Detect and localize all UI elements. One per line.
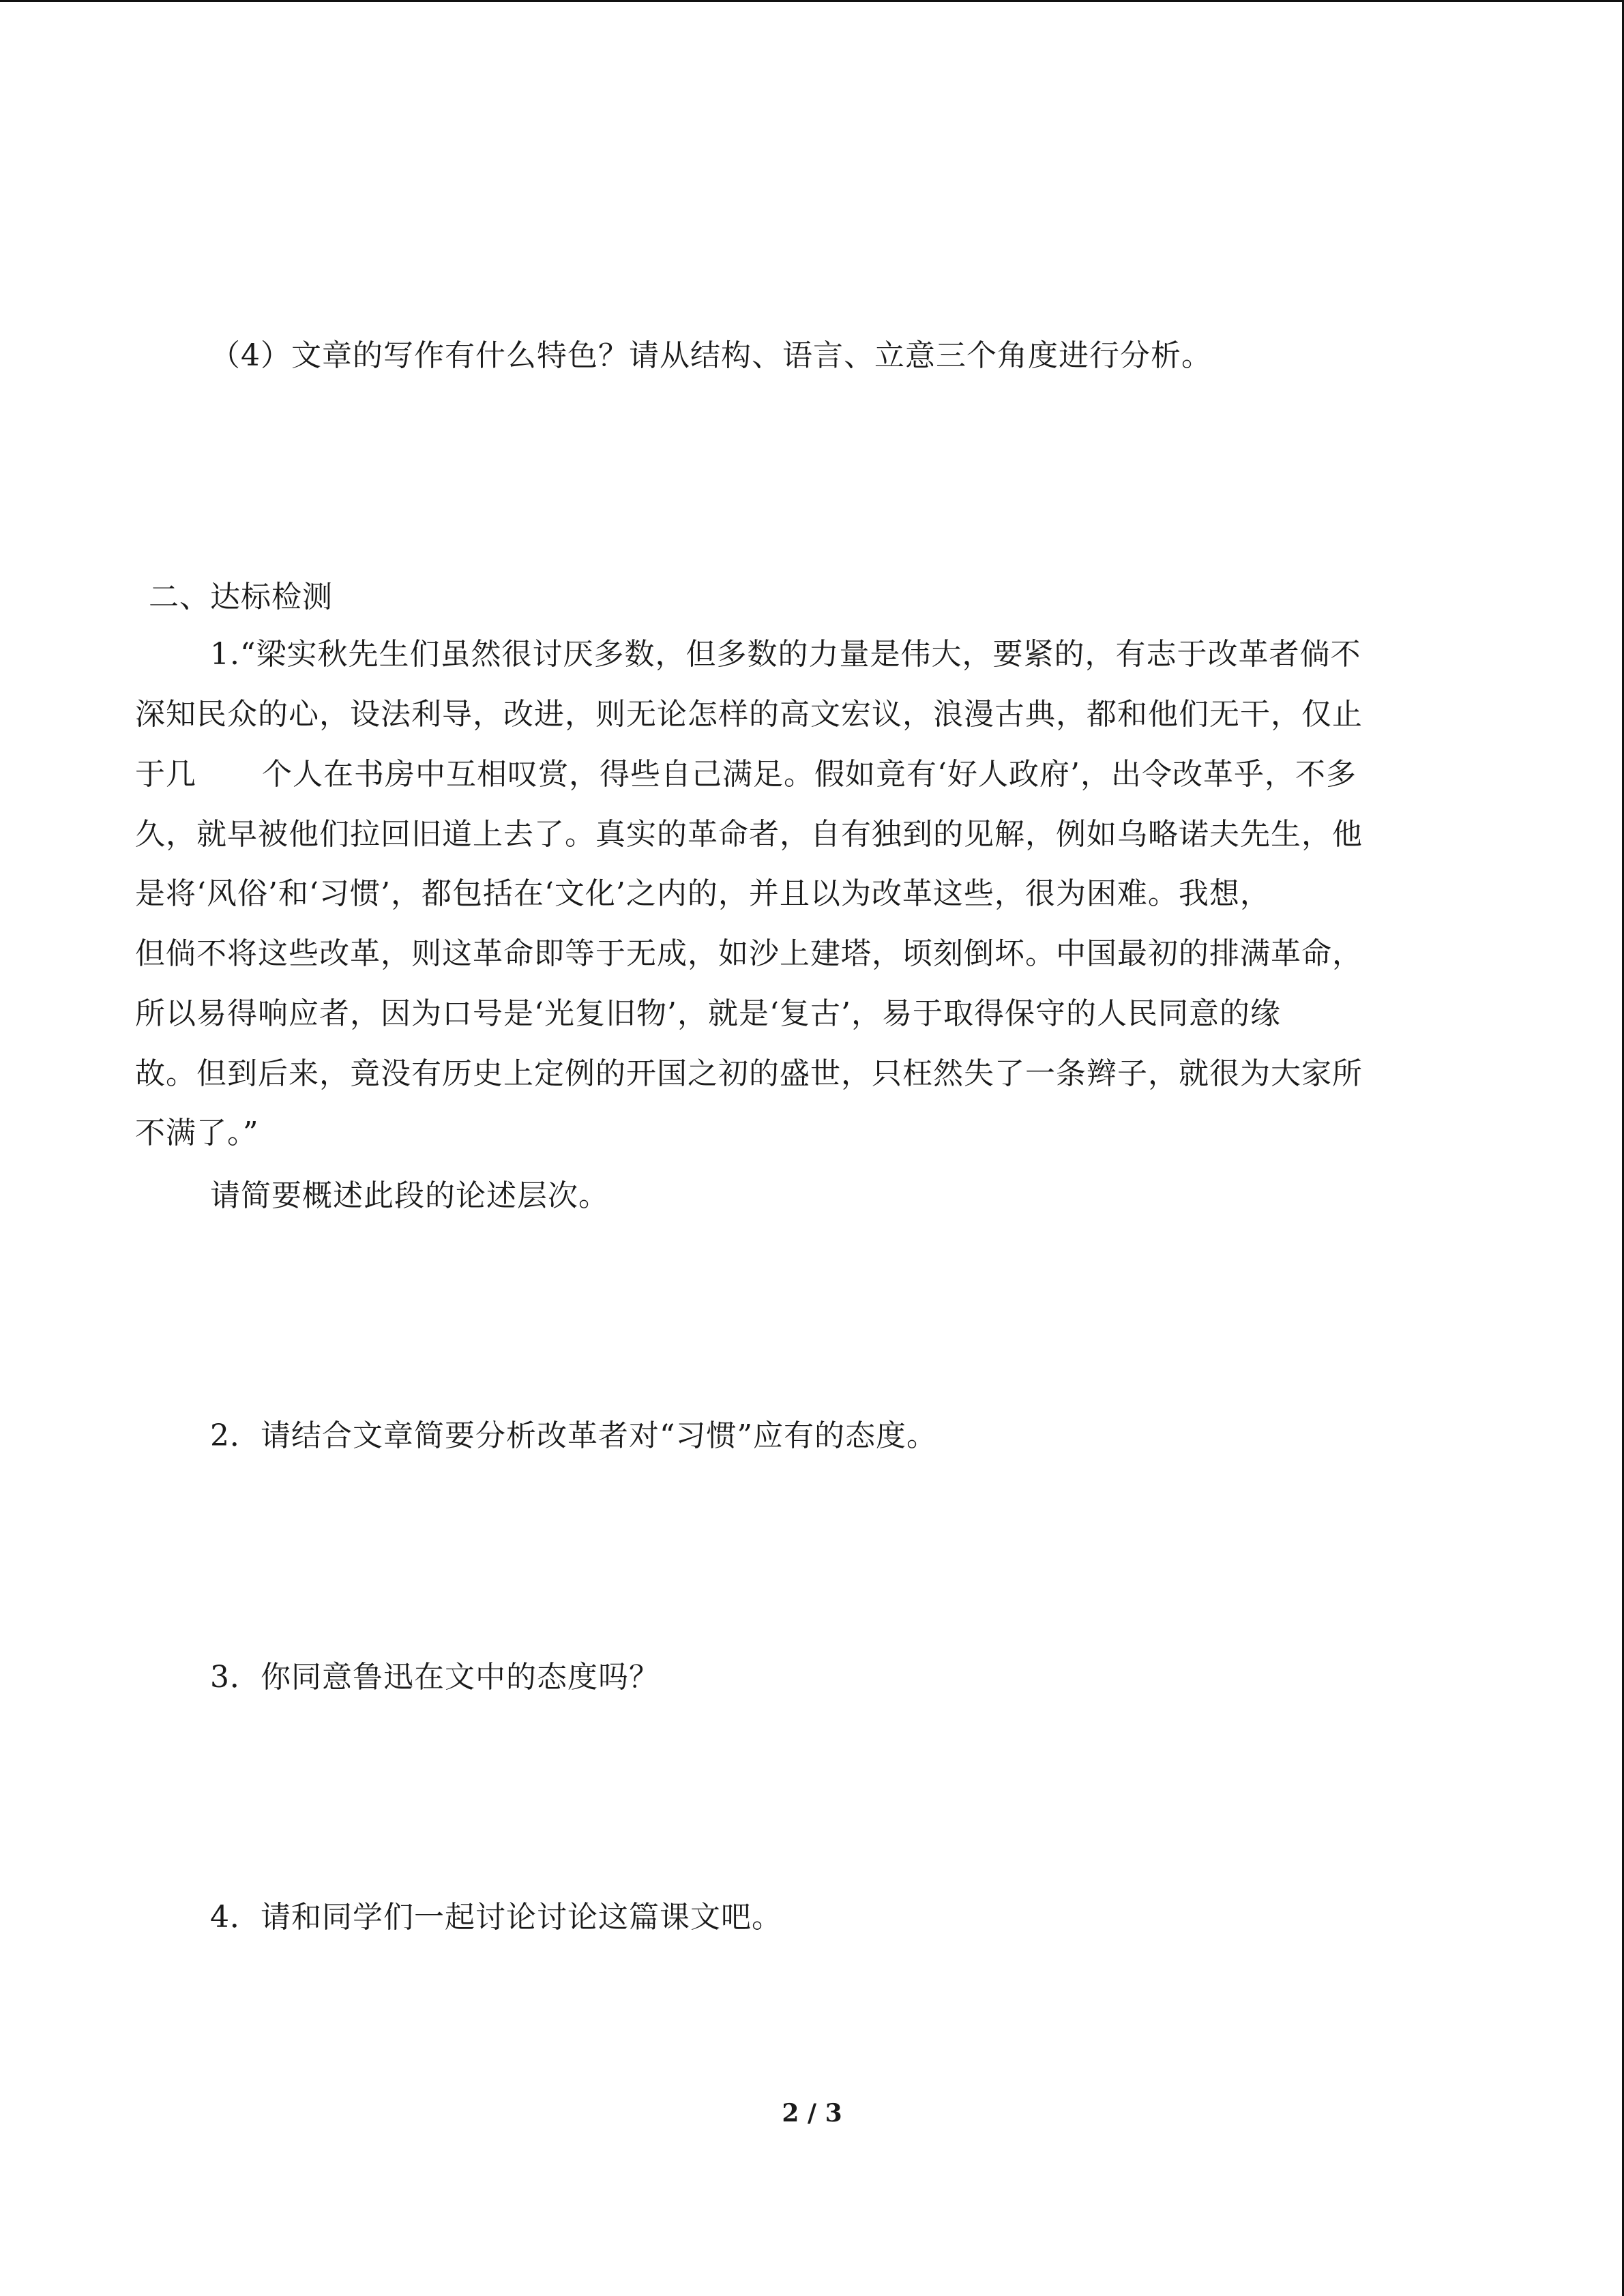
section-heading: 二、达标检测 <box>149 580 333 614</box>
prompt-summary: 请简要概述此段的论述层次。 <box>210 1178 609 1213</box>
passage-line-4: 久，就早被他们拉回旧道上去了。真实的革命者，自有独到的见解，例如乌略诺夫先生，他 <box>135 817 1363 852</box>
passage-line-3-start: 于几 <box>135 757 196 792</box>
passage-line-2: 深知民众的心，设法利导，改进，则无论怎样的高文宏议，浪漫古典，都和他们无干，仅止 <box>135 697 1363 732</box>
question-3-text: 3．你同意鲁迅在文中的态度吗？ <box>210 1660 660 1695</box>
question-4-text: （4）文章的写作有什么特色？请从结构、语言、立意三个角度进行分析。 <box>210 338 1212 373</box>
page-top-border <box>0 0 1624 2</box>
passage-line-5: 是将‘风俗’和‘习惯’，都包括在‘文化’之内的，并且以为改革这些，很为困难。我想， <box>135 876 1271 911</box>
passage-line-6: 但倘不将这些改革，则这革命即等于无成，如沙上建塔，顷刻倒坏。中国最初的排满革命， <box>135 936 1363 971</box>
passage-line-9: 不满了。” <box>135 1116 259 1150</box>
passage-line-3-end: 个人在书房中互相叹赏，得些自己满足。假如竟有‘好人政府’，出令改革乎，不多 <box>262 757 1357 792</box>
passage-line-8: 故。但到后来，竟没有历史上定例的开国之初的盛世，只枉然失了一条辫子，就很为大家所 <box>135 1056 1363 1091</box>
question-4-discuss-text: 4．请和同学们一起讨论讨论这篇课文吧。 <box>210 1900 782 1935</box>
question-2-text: 2．请结合文章简要分析改革者对“习惯”应有的态度。 <box>210 1418 937 1453</box>
passage-line-1: 1.“梁实秋先生们虽然很讨厌多数，但多数的力量是伟大，要紧的，有志于改革者倘不 <box>210 637 1361 672</box>
page-number: 2 / 3 <box>782 2099 842 2128</box>
passage-line-3 <box>135 754 1357 795</box>
passage-line-7: 所以易得响应者，因为口号是‘光复旧物’，就是‘复古’，易于取得保守的人民同意的缘 <box>135 996 1281 1031</box>
